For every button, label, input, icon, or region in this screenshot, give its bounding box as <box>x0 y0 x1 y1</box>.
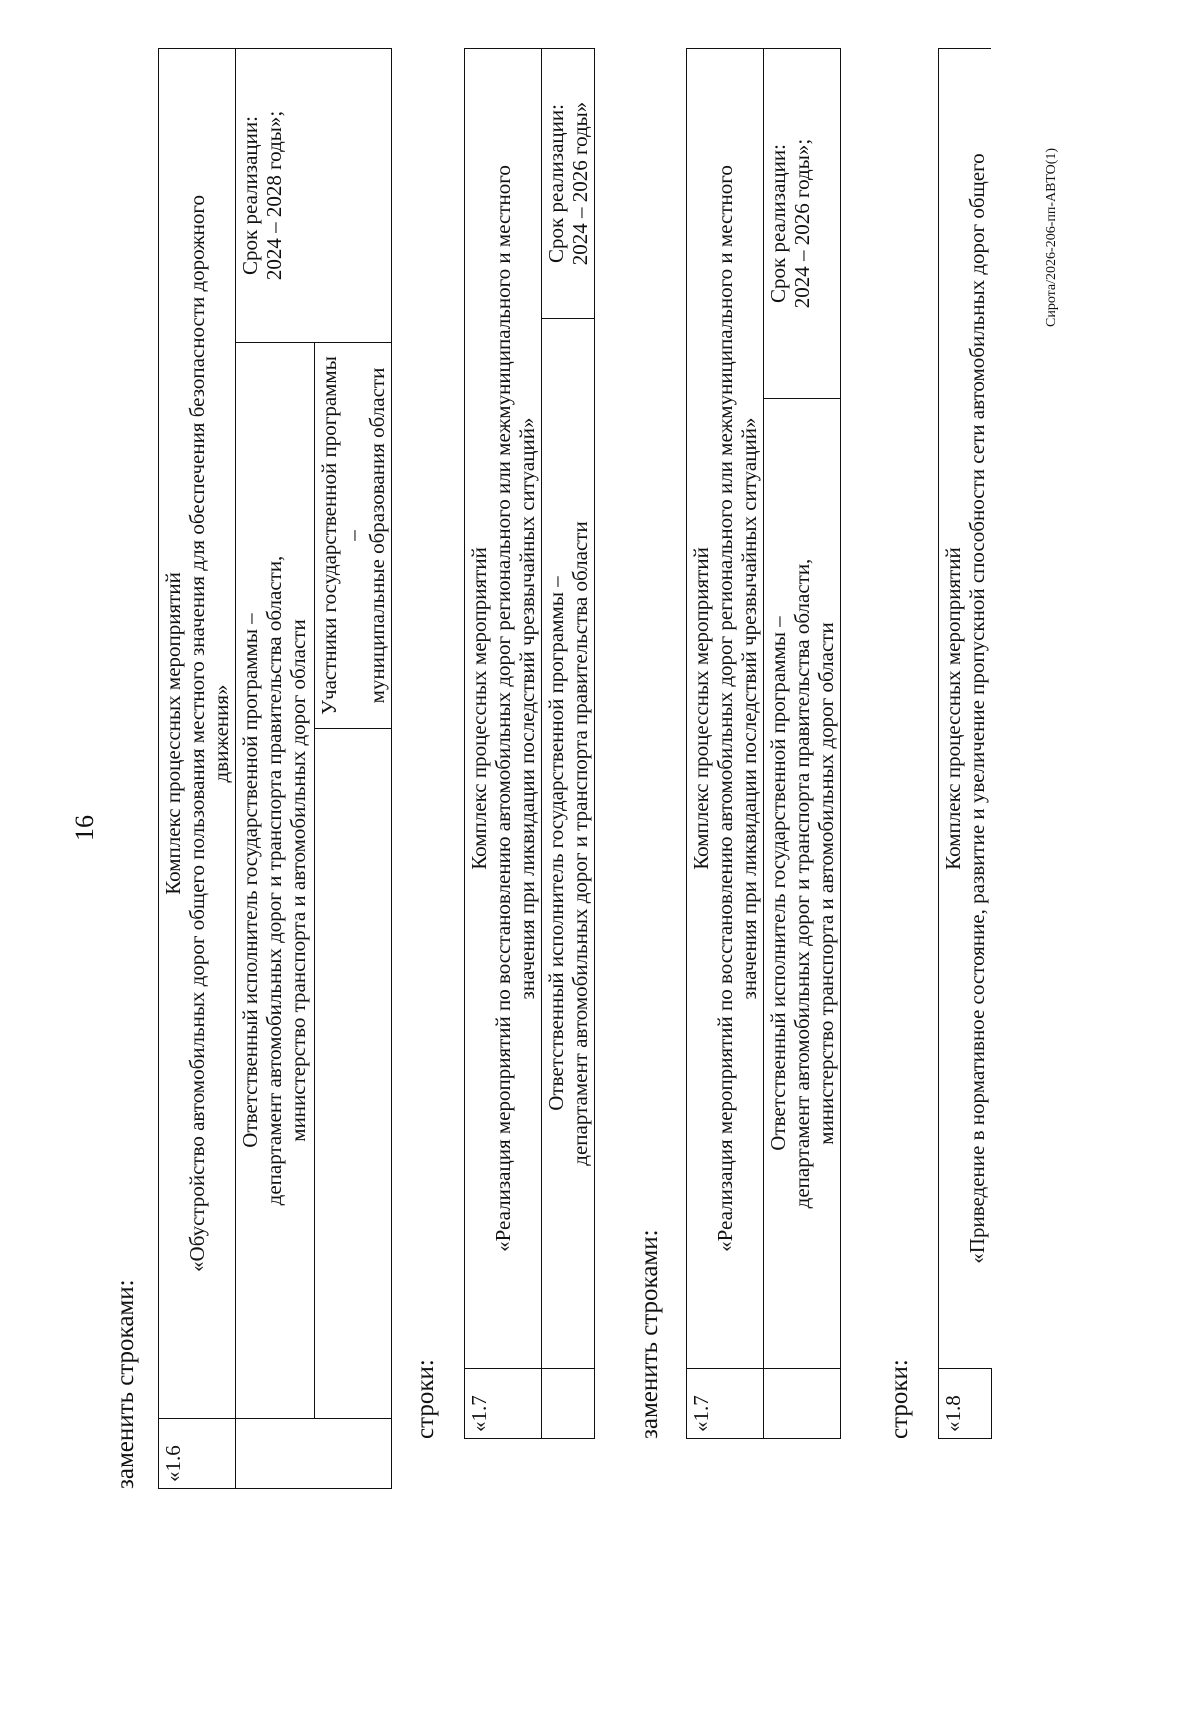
complex-cell: Комплекс процессных мероприятий «Реализация мероприятий по восстановлению автомобильных дорог регионального или межмуниципального и местного значения при ликвидации последствий чрезвычайных ситуаций» <box>687 48 764 1368</box>
participants-cell: Участники государственной программы – муниципальные образования области <box>315 343 392 729</box>
row-number: «1.7 <box>687 1369 764 1439</box>
heading-rows-2: строки: <box>412 1359 439 1439</box>
table-row-1-7-new <box>686 48 841 1439</box>
spacer-cell <box>315 729 392 1419</box>
complex-cell: Комплекс процессных мероприятий «Реализация мероприятий по восстановлению автомобильных дорог регионального или межмуниципального и местного значения при ликвидации последствий чрезвычайных ситуаций» <box>465 48 542 1368</box>
executor-cell: Ответственный исполнитель государственной программы – департамент автомобильных дорог и транспорта правительства области, министерство транспорта и автомобильных дорог области <box>764 399 841 1369</box>
empty-cell <box>542 1369 595 1439</box>
executor-cell: Ответственный исполнитель государственной программы – департамент автомобильных дорог и транспорта правительства области, министерство транспорта и автомобильных дорог области <box>236 343 315 1419</box>
term-cell: Срок реализации: 2024 – 2026 годы» <box>542 48 595 318</box>
heading-replace-1: заменить строками: <box>112 1279 139 1489</box>
term-cell: Срок реализации: 2024 – 2028 годы»; <box>236 48 392 342</box>
empty-cell <box>764 1369 841 1439</box>
table-row-1-7-old <box>464 48 595 1439</box>
complex-cell: Комплекс процессных мероприятий «Обустройство автомобильных дорог общего пользования местного значения для обеспечения безопасности дорожного движения» <box>159 48 236 1418</box>
row-number: «1.6 <box>159 1419 236 1489</box>
complex-cell: Комплекс процессных мероприятий «Приведение в нормативное состояние, развитие и увеличение пропускной способности сети автомобильных дорог общего <box>939 49 992 1369</box>
table-row-1-8 <box>938 48 992 1439</box>
heading-rows-4: строки: <box>886 1359 913 1439</box>
heading-replace-3: заменить строками: <box>636 1229 663 1439</box>
footer-doc-code: Сирота/2026-206-пп-АВТО(1) <box>1044 147 1059 327</box>
executor-cell: Ответственный исполнитель государственной программы – департамент автомобильных дорог и транспорта правительства области <box>542 319 595 1369</box>
row-number: «1.7 <box>465 1369 542 1439</box>
table-row-1-6 <box>158 48 392 1489</box>
page-number: 16 <box>70 815 99 841</box>
row-number: «1.8 <box>939 1369 992 1439</box>
term-cell: Срок реализации: 2024 – 2026 годы»; <box>764 48 841 398</box>
empty-cell <box>236 1419 392 1489</box>
